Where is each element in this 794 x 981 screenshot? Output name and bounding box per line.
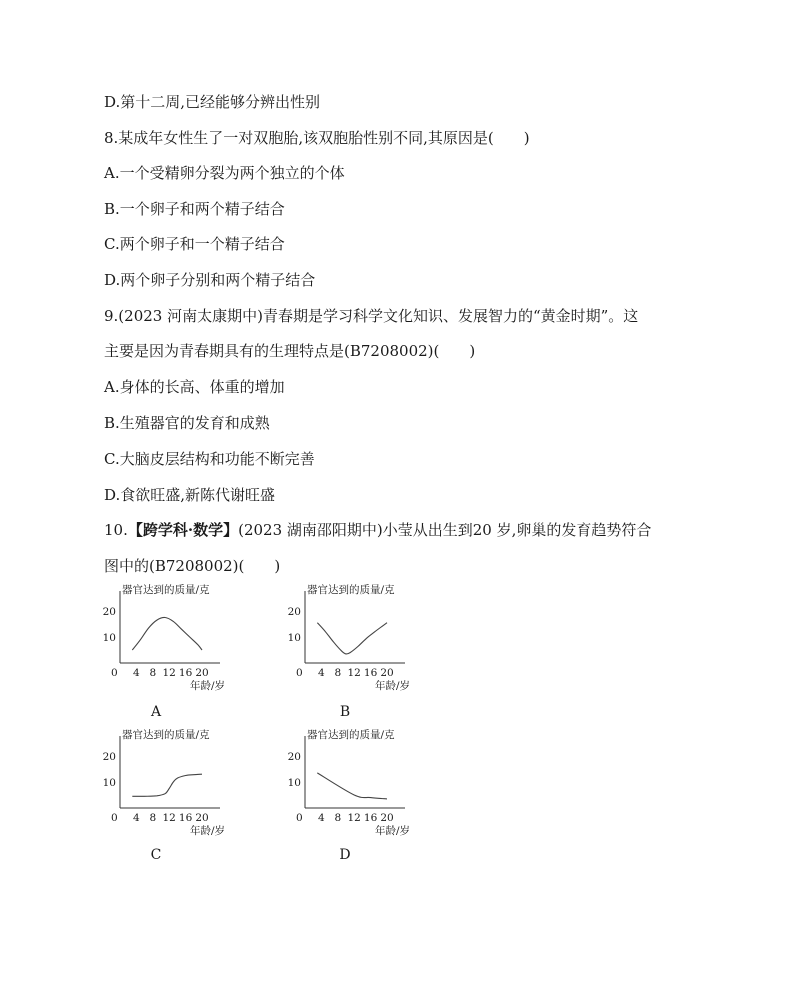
chart-a-label[interactable]: A [150,704,162,720]
chart-svg [102,728,260,848]
x-tick-label: 20 [195,812,209,824]
x-tick-label: 16 [363,812,378,824]
x-axis-label: 年龄/岁 [375,825,411,837]
x-tick-label: 8 [149,667,157,679]
chart-d-label[interactable]: D [339,847,351,863]
q9-stem-line1: 9.(2023 河南太康期中)青春期是学习科学文化知识、发展智力的“黄金时期”。这 [104,307,639,325]
x-tick-label: 4 [133,667,140,679]
q8-option-c[interactable]: C.两个卵子和一个精子结合 [104,235,285,253]
x-tick-label: 8 [149,812,157,824]
q10-stem-line2: 图中的(B7208002)( ) [104,557,281,575]
x-tick-label: 16 [178,667,193,679]
x-axis-label: 年龄/岁 [190,825,226,837]
x-tick-label: 12 [162,812,176,824]
x-tick-label: 12 [347,667,361,679]
x-tick-label: 20 [380,812,394,824]
chart-d [287,728,445,848]
y-tick-label: 10 [287,777,301,789]
origin-label: 0 [296,812,303,824]
chart-c-label[interactable]: C [150,847,162,863]
q8-option-b[interactable]: B.一个卵子和两个精子结合 [104,200,285,218]
x-tick-label: 20 [195,667,209,679]
x-tick-label: 8 [334,667,342,679]
x-axis-label: 年龄/岁 [190,680,226,692]
series-line [132,617,202,650]
chart-b [287,583,445,703]
x-tick-label: 4 [133,812,140,824]
series-line [132,774,202,796]
chart-a [102,583,260,703]
x-tick-label: 4 [318,812,325,824]
q9-option-a[interactable]: A.身体的长高、体重的增加 [104,378,285,396]
y-axis-label: 器官达到的质量/克 [122,584,210,596]
chart-svg [287,583,445,703]
y-tick-label: 20 [102,606,116,618]
x-tick-label: 12 [162,667,176,679]
y-tick-label: 10 [102,632,116,644]
q9-stem-line2: 主要是因为青春期具有的生理特点是(B7208002)( ) [104,342,476,360]
q9-option-d[interactable]: D.食欲旺盛,新陈代谢旺盛 [104,486,276,504]
y-tick-label: 10 [102,777,116,789]
x-tick-label: 12 [347,812,361,824]
q8-option-d[interactable]: D.两个卵子分别和两个精子结合 [104,271,316,289]
y-axis-label: 器官达到的质量/克 [307,729,395,741]
q10-number: 10. [104,521,128,539]
q10-stem-rest: (2023 湖南邵阳期中)小莹从出生到20 岁,卵巢的发育趋势符合 [238,521,652,539]
x-axis-label: 年龄/岁 [375,680,411,692]
y-tick-label: 20 [102,751,116,763]
y-tick-label: 20 [287,606,301,618]
y-tick-label: 10 [287,632,301,644]
y-axis-label: 器官达到的质量/克 [307,584,395,596]
q7-option-d: D.第十二周,已经能够分辨出性别 [104,93,321,111]
origin-label: 0 [111,667,118,679]
y-tick-label: 20 [287,751,301,763]
y-axis-label: 器官达到的质量/克 [122,729,210,741]
q9-option-b[interactable]: B.生殖器官的发育和成熟 [104,414,270,432]
chart-c [102,728,260,848]
x-tick-label: 16 [363,667,378,679]
q10-stem-line1 [104,520,651,540]
x-tick-label: 8 [334,812,342,824]
chart-svg [287,728,445,848]
q8-option-a[interactable]: A.一个受精卵分裂为两个独立的个体 [104,164,345,182]
chart-b-label[interactable]: B [339,704,351,720]
origin-label: 0 [296,667,303,679]
series-line [317,623,387,654]
q9-option-c[interactable]: C.大脑皮层结构和功能不断完善 [104,450,315,468]
series-line [317,773,387,799]
x-tick-label: 20 [380,667,394,679]
q10-cross-subject-tag: 【跨学科·数学】 [127,521,239,539]
origin-label: 0 [111,812,118,824]
q8-stem: 8.某成年女性生了一对双胞胎,该双胞胎性别不同,其原因是( ) [104,129,530,147]
x-tick-label: 4 [318,667,325,679]
x-tick-label: 16 [178,812,193,824]
chart-svg [102,583,260,703]
